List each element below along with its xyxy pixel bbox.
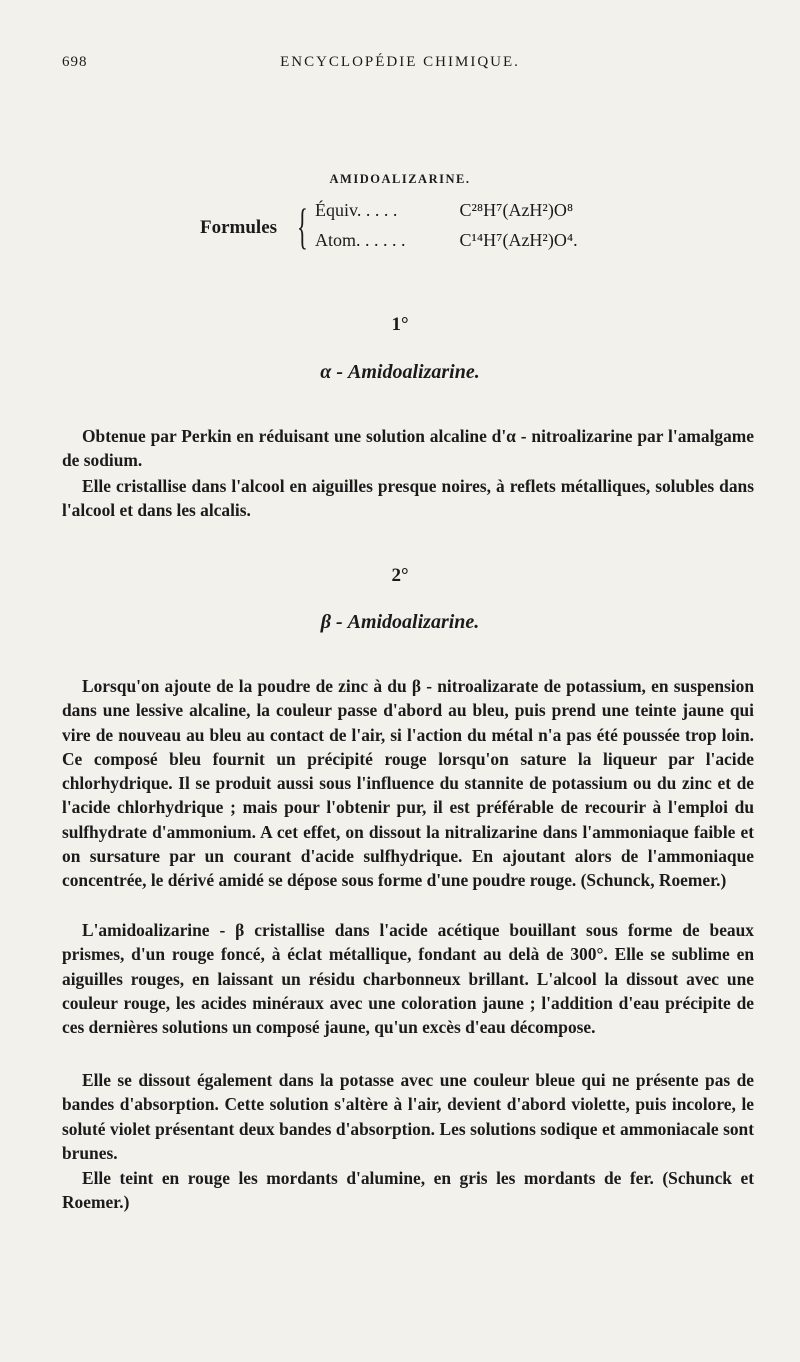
formula-row-equiv <box>315 200 573 221</box>
paragraph: Obtenue par Perkin en réduisant une solution alcaline d'α - nitroalizarine par l'amalgame de sodium. <box>62 426 754 471</box>
subsection-title: α - Amidoalizarine. <box>320 361 480 383</box>
subsection-title: β - Amidoalizarine. <box>320 611 480 633</box>
paragraph: Lorsqu'on ajoute de la poudre de zinc à du β - nitroalizarate de potassium, en suspension dans une lessive alcaline, la couleur passe d'abord au bleu, puis prend une teinte jaune qui vire de nouveau au bleu au contact de l'air, si l'action du métal n'a pas été poussée trop loin. Ce composé bleu fournit un précipité rouge lorsqu'on sature la liqueur par l'acide chlorhydrique. Il se produit aussi sous l'influence du stannite de potassium ou du zinc et de l'acide chlorhydrique ; mais pour l'obtenir pur, il est préférable de recourir à l'emploi du sulfhydrate d'ammonium. A cet effet, on dissout la nitralizarine dans l'ammoniaque faible et on sursature par un courant d'acide sulfhydrique. En ajoutant alors de l'ammoniaque concentrée, le dérivé amidé se dépose sous forme d'une poudre rouge. (Schunck, Roemer.) <box>62 676 754 891</box>
section-number: 2° <box>391 565 409 586</box>
paragraph: Elle teint en rouge les mordants d'alumine, en gris les mordants de fer. (Schunck et Roemer.) <box>62 1168 754 1213</box>
paragraph: L'amidoalizarine - β cristallise dans l'acide acétique bouillant sous forme de beaux prismes, d'un rouge foncé, à éclat métallique, fondant au delà de 300°. Elle se sublime en aiguilles rouges, en laissant un résidu charbonneux brillant. L'alcool la dissout avec une couleur rouge, les acides minéraux avec une coloration jaune ; l'addition d'eau précipite de ces dernières solutions un composé jaune, qu'un excès d'eau décompose. <box>62 920 754 1038</box>
formula-value: C²⁸H⁷(AzH²)O⁸ <box>459 200 574 220</box>
formula-name: Atom. . . . . . <box>315 230 406 250</box>
section-title: AMIDOALIZARINE. <box>329 172 471 186</box>
page-number: 698 <box>62 54 88 70</box>
running-head: ENCYCLOPÉDIE CHIMIQUE. <box>280 54 520 70</box>
formulas-label: Formules <box>200 217 278 238</box>
formula-name: Équiv. . . . . <box>315 200 398 220</box>
formulas-block <box>200 196 620 266</box>
formula-value: C¹⁴H⁷(AzH²)O⁴. <box>459 230 578 250</box>
section-number: 1° <box>391 314 409 335</box>
paragraph: Elle se dissout également dans la potasse avec une couleur bleue qui ne présente pas de bandes d'absorption. Cette solution s'altère à l'air, devient d'abord violette, puis incolore, le soluté violet présentant deux bandes d'absorption. Les solutions sodique et ammoniacale sont brunes. <box>62 1070 754 1163</box>
paragraph: Elle cristallise dans l'alcool en aiguilles presque noires, à reflets métalliques, solubles dans l'alcool et dans les alcalis. <box>62 476 754 521</box>
brace-icon: { <box>297 198 308 254</box>
page-header <box>0 54 800 78</box>
formula-row-atom <box>315 230 578 251</box>
